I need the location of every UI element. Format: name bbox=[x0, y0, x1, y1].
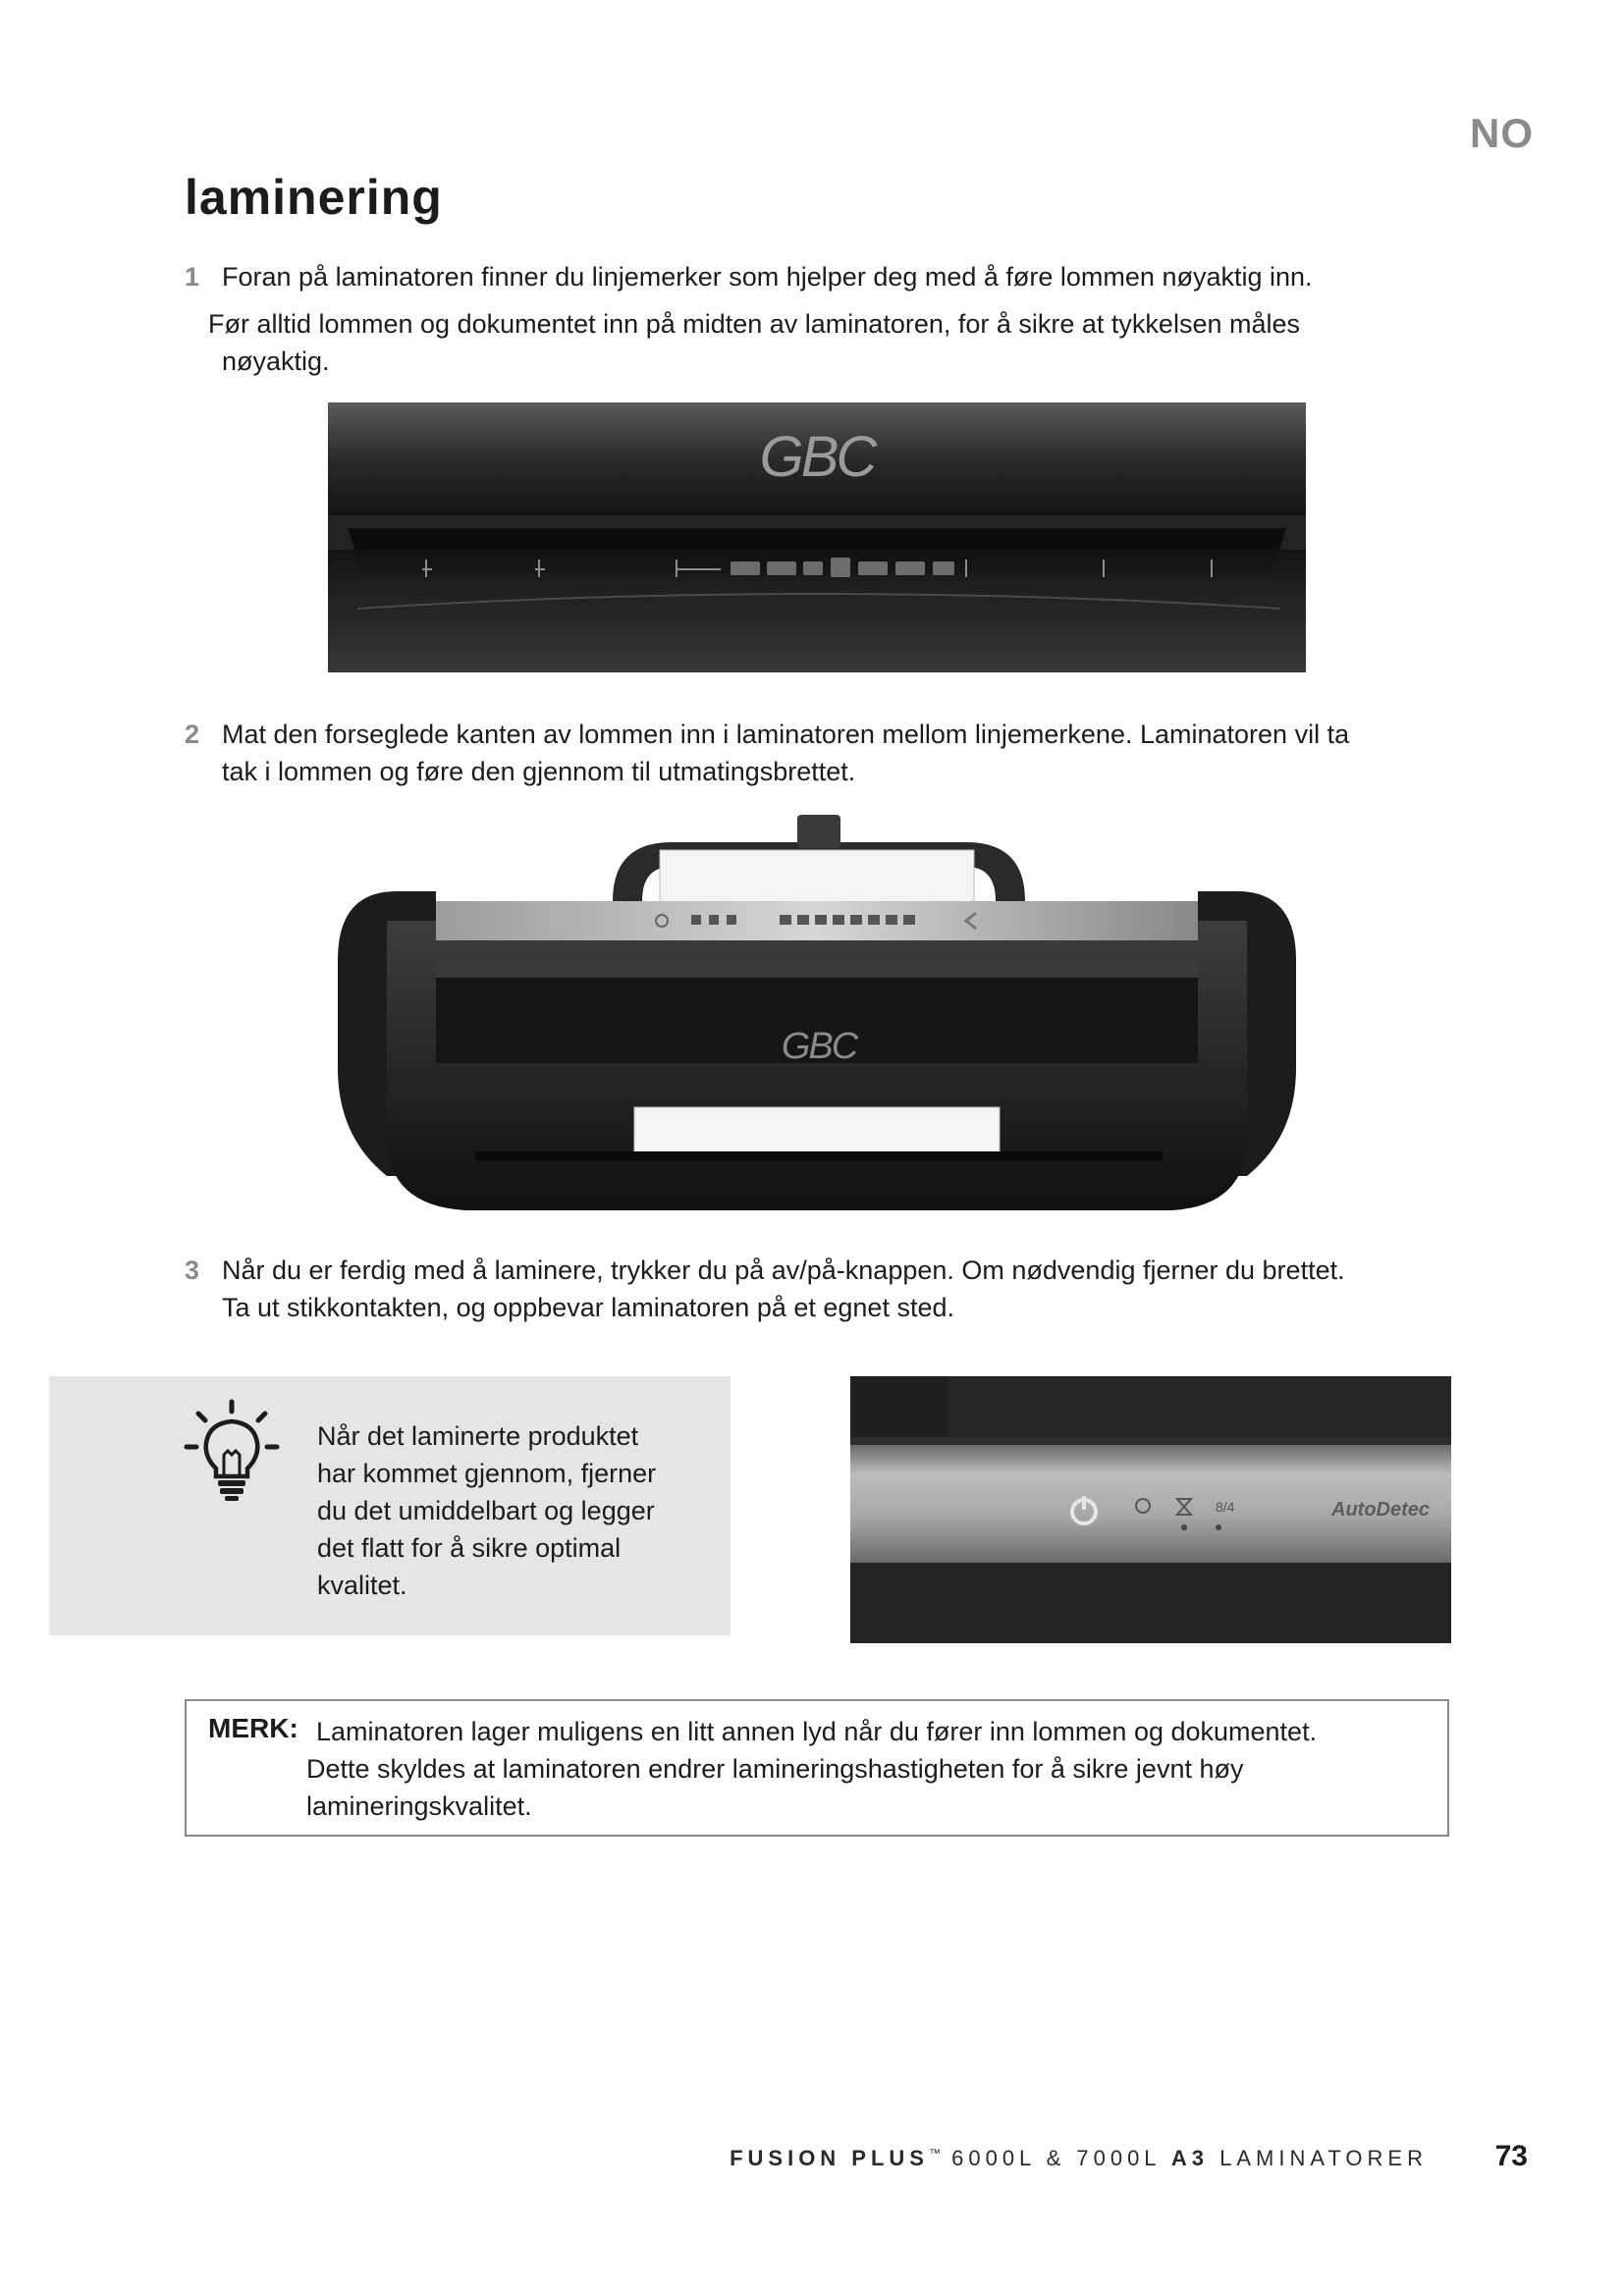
step-3 bbox=[185, 1252, 1461, 1330]
note-label: MERK: bbox=[208, 1713, 298, 1743]
laminator-full-illustration bbox=[328, 813, 1306, 1217]
step-number: 3 bbox=[185, 1255, 200, 1285]
step-text-line: Ta ut stikkontakten, og oppbevar laminatoren på et egnet sted. bbox=[222, 1293, 954, 1322]
step-text-line: Mat den forseglede kanten av lommen inn i laminatoren mellom linjemerkene. Laminatoren vil ta bbox=[222, 720, 1350, 749]
lightbulb-icon bbox=[183, 1398, 281, 1504]
page-title: laminering bbox=[185, 170, 443, 225]
tip-text-line: det flatt for å sikre optimal bbox=[317, 1533, 622, 1563]
laminator-full-photo bbox=[328, 813, 1306, 1217]
step-text-line: Når du er ferdig med å laminere, trykker du på av/på-knappen. Om nødvendig fjerner du brettet. bbox=[222, 1255, 1345, 1285]
step-text-line: Før alltid lommen og dokumentet inn på midten av laminatoren, for å sikre at tykkelsen måles bbox=[208, 309, 1300, 339]
step-number: 2 bbox=[185, 720, 200, 749]
footer-size: A3 bbox=[1170, 2146, 1209, 2170]
step-text-line: Foran på laminatoren finner du linjemerker som hjelper deg med å føre lommen nøyaktig inn. bbox=[222, 262, 1313, 292]
note-text-line: Laminatoren lager muligens en litt annen lyd når du fører inn lommen og dokumentet. bbox=[316, 1717, 1318, 1746]
footer-product: LAMINATORER bbox=[1219, 2146, 1428, 2170]
svg-text:8/4: 8/4 bbox=[1216, 1499, 1235, 1515]
tip-text-line: har kommet gjennom, fjerner bbox=[317, 1459, 657, 1488]
tip-text-line: kvalitet. bbox=[317, 1571, 407, 1600]
control-panel-illustration bbox=[850, 1376, 1451, 1643]
step-text-line: nøyaktig. bbox=[222, 347, 330, 376]
control-panel-photo bbox=[850, 1376, 1451, 1643]
step-1-extra-text bbox=[208, 305, 1485, 380]
footer-title bbox=[730, 2146, 1428, 2171]
tip-text-line: du det umiddelbart og legger bbox=[317, 1496, 655, 1525]
footer-model: 6000L & 7000L bbox=[951, 2146, 1161, 2170]
step-text-line: tak i lommen og føre den gjennom til utmatingsbrettet. bbox=[222, 757, 856, 786]
footer-trademark: ™ bbox=[928, 2146, 941, 2161]
brand-logo-gbc: GBC bbox=[781, 1026, 857, 1067]
note-text-line: lamineringskvalitet. bbox=[306, 1791, 532, 1821]
laminator-feed-illustration bbox=[328, 402, 1306, 672]
tip-text-line: Når det laminerte produktet bbox=[317, 1421, 639, 1451]
autodetect-label: AutoDetec bbox=[1331, 1499, 1431, 1521]
language-tag: NO bbox=[1470, 110, 1534, 156]
tip-text bbox=[317, 1417, 710, 1604]
laminator-feed-photo bbox=[328, 402, 1306, 672]
step-number: 1 bbox=[185, 262, 200, 292]
brand-logo-gbc: GBC bbox=[759, 425, 875, 489]
footer-brand: FUSION PLUS bbox=[730, 2146, 929, 2170]
note-text-line: Dette skyldes at laminatoren endrer lamineringshastigheten for å sikre jevnt høy bbox=[306, 1754, 1244, 1784]
step-2 bbox=[185, 716, 1461, 794]
note-text bbox=[306, 1713, 1426, 1825]
page-number: 73 bbox=[1494, 2140, 1528, 2172]
